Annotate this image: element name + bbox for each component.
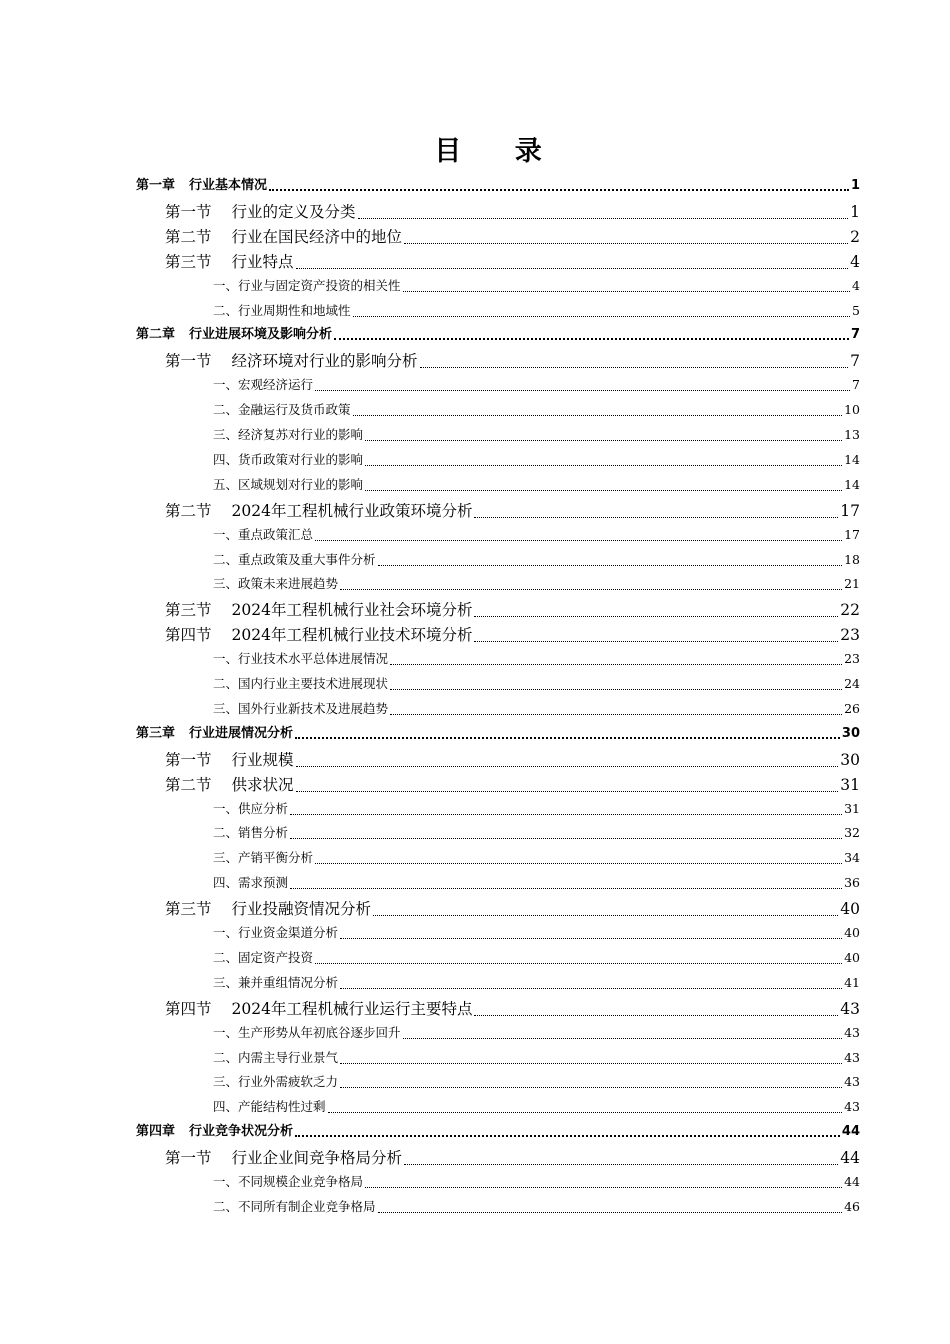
toc-entry-text: 一、供应分析 — [213, 800, 289, 816]
toc-entry-number: 第四章 — [136, 1124, 176, 1140]
toc-leader-dots — [315, 539, 842, 541]
toc-leader-dots — [296, 765, 839, 767]
toc-entry-item[interactable] — [213, 1196, 860, 1218]
toc-entry-section[interactable] — [165, 250, 860, 274]
toc-entry-number: 第一节 — [165, 1149, 212, 1168]
toc-entry-number: 第四节 — [165, 999, 212, 1018]
toc-entry-number: 第二章 — [136, 327, 176, 343]
toc-page-number: 4 — [852, 277, 860, 293]
toc-leader-dots — [365, 1186, 842, 1188]
toc-entry-text: 经济环境对行业的影响分析 — [231, 352, 418, 371]
toc-entry-text: 二、重点政策及重大事件分析 — [213, 551, 376, 567]
toc-entry-text: 二、固定资产投资 — [213, 949, 314, 965]
toc-leader-dots — [373, 914, 838, 916]
toc-entry-label — [213, 549, 376, 571]
toc-leader-dots — [295, 736, 840, 739]
toc-leader-dots — [340, 1062, 842, 1064]
toc-leader-dots — [404, 1163, 838, 1165]
toc-entry-number: 第二节 — [165, 227, 212, 246]
toc-page-number: 40 — [844, 949, 860, 965]
toc-entry-text: 二、内需主导行业景气 — [213, 1049, 339, 1065]
toc-page-number: 18 — [844, 551, 860, 567]
toc-entry-section[interactable] — [165, 598, 860, 622]
toc-leader-dots — [334, 337, 849, 340]
toc-entry-text: 行业在国民经济中的地位 — [231, 227, 403, 246]
toc-entry-text: 行业基本情况 — [189, 178, 268, 193]
toc-leader-dots — [365, 439, 842, 441]
toc-page-number: 36 — [844, 875, 860, 891]
toc-entry-section[interactable] — [165, 1146, 860, 1170]
toc-entry-label — [213, 648, 388, 670]
toc-entry-label — [136, 324, 332, 346]
toc-page-number: 1 — [850, 202, 860, 221]
toc-entry-number: 第二节 — [165, 775, 212, 794]
toc-entry-text: 2024年工程机械行业技术环境分析 — [231, 626, 473, 645]
toc-entry-text: 四、产能结构性过剩 — [213, 1099, 326, 1115]
toc-entry-section[interactable] — [165, 225, 860, 249]
toc-page-number: 31 — [844, 800, 860, 816]
toc-entry-label — [165, 250, 294, 274]
toc-leader-dots — [358, 217, 849, 219]
toc-entry-item[interactable] — [213, 1047, 860, 1069]
toc-entry-text: 一、行业资金渠道分析 — [213, 925, 339, 940]
toc-entry-label — [213, 399, 351, 421]
toc-leader-dots — [340, 937, 842, 939]
toc-leader-dots — [390, 713, 842, 715]
toc-page-number: 1 — [850, 178, 860, 193]
toc-entry-text: 三、经济复苏对行业的影响 — [213, 427, 364, 442]
toc-leader-dots — [295, 1134, 840, 1137]
toc-entry-text: 一、重点政策汇总 — [213, 526, 314, 542]
toc-entry-item[interactable] — [213, 798, 860, 820]
toc-entry-item[interactable] — [213, 573, 860, 595]
toc-entry-number: 第三节 — [165, 601, 212, 620]
toc-page-number: 21 — [844, 576, 860, 592]
toc-page-number: 5 — [852, 302, 860, 318]
toc-entry-label — [213, 698, 388, 720]
toc-entry-number: 第三节 — [165, 252, 212, 271]
toc-entry-number: 第一章 — [136, 178, 176, 193]
toc-page-number: 46 — [844, 1198, 860, 1214]
toc-page-number: 32 — [844, 825, 860, 841]
toc-entry-item[interactable] — [213, 474, 860, 496]
toc-leader-dots — [378, 564, 843, 566]
toc-entry-item[interactable] — [213, 698, 860, 720]
toc-page-number: 41 — [844, 974, 860, 990]
toc-entry-item[interactable] — [213, 872, 860, 894]
toc-entry-text: 一、行业与固定资产投资的相关性 — [213, 277, 401, 293]
toc-entry-label — [213, 847, 313, 869]
toc-entry-item[interactable] — [213, 449, 860, 471]
toc-entry-text: 四、货币政策对行业的影响 — [213, 451, 364, 467]
toc-entry-text: 行业的定义及分类 — [231, 202, 356, 221]
toc-entry-label — [213, 374, 313, 396]
toc-page-number: 43 — [840, 999, 860, 1018]
toc-entry-text: 四、需求预测 — [213, 875, 289, 891]
toc-entry-label — [213, 872, 288, 894]
toc-entry-text: 行业进展环境及影响分析 — [189, 327, 333, 343]
toc-entry-text: 三、政策未来进展趋势 — [213, 576, 339, 592]
toc-entry-text: 二、金融运行及货币政策 — [213, 402, 351, 418]
toc-entry-item[interactable] — [213, 822, 860, 844]
toc-leader-dots — [353, 414, 843, 416]
toc-page-number: 40 — [844, 925, 860, 940]
toc-page-number: 23 — [840, 626, 860, 645]
toc-page-number: 30 — [840, 750, 860, 769]
toc-entry-text: 二、国内行业主要技术进展现状 — [213, 676, 389, 691]
toc-entry-number: 第一节 — [165, 202, 212, 221]
toc-entry-text: 行业企业间竞争格局分析 — [231, 1149, 403, 1168]
toc-page-number: 7 — [850, 352, 860, 371]
toc-entry-item[interactable] — [213, 1096, 860, 1118]
toc-entry-label — [165, 897, 371, 921]
toc-page-number: 2 — [850, 227, 860, 246]
toc-page-number: 7 — [852, 377, 860, 393]
toc-entry-label — [213, 1196, 376, 1218]
toc-leader-dots — [340, 987, 842, 989]
toc-entry-number: 第四节 — [165, 626, 212, 645]
toc-entry-text: 2024年工程机械行业政策环境分析 — [231, 501, 473, 520]
toc-entry-label — [165, 225, 402, 249]
toc-entry-number: 第一节 — [165, 750, 212, 769]
toc-leader-dots — [474, 1014, 838, 1016]
toc-entry-text: 一、行业技术水平总体进展情况 — [213, 651, 389, 667]
toc-page-number: 17 — [840, 501, 860, 520]
toc-entry-label — [213, 1171, 363, 1193]
toc-page-number: 43 — [844, 1074, 860, 1090]
toc-entry-label — [213, 300, 351, 322]
toc-entry-label — [213, 449, 363, 471]
toc-entry-text: 二、销售分析 — [213, 825, 289, 841]
toc-page-number: 44 — [844, 1174, 860, 1189]
toc-entry-item[interactable] — [213, 399, 860, 421]
toc-leader-dots — [404, 242, 848, 244]
toc-entry-label — [165, 499, 472, 523]
toc-leader-dots — [403, 290, 851, 292]
toc-page-number: 13 — [844, 427, 860, 442]
toc-entry-label — [165, 349, 418, 373]
toc-entry-chapter[interactable] — [136, 1121, 860, 1143]
toc-entry-section[interactable] — [165, 623, 860, 647]
toc-title: 目 录 — [434, 136, 564, 167]
toc-entry-label — [165, 1146, 402, 1170]
toc-page-number: 31 — [840, 775, 860, 794]
toc-page-number: 17 — [844, 526, 860, 542]
toc-entry-item[interactable] — [213, 275, 860, 297]
toc-leader-dots — [474, 516, 838, 518]
toc-entry-label — [213, 573, 338, 595]
toc-entry-label — [165, 623, 472, 647]
toc-entry-text: 供求状况 — [231, 775, 294, 794]
toc-leader-dots — [403, 1037, 843, 1039]
toc-entry-chapter[interactable] — [136, 175, 860, 197]
toc-entry-label — [165, 748, 294, 772]
toc-entry-label — [136, 1121, 293, 1143]
toc-entry-label — [213, 1047, 338, 1069]
toc-leader-dots — [340, 1086, 842, 1088]
toc-page-number: 43 — [844, 1049, 860, 1065]
toc-entry-text: 一、不同规模企业竞争格局 — [213, 1174, 364, 1189]
toc-page-number: 14 — [844, 476, 860, 492]
toc-page-number: 23 — [844, 651, 860, 667]
toc-entry-label — [213, 798, 288, 820]
toc-page-number: 14 — [844, 451, 860, 467]
toc-entry-item[interactable] — [213, 374, 860, 396]
toc-page-number: 43 — [844, 1024, 860, 1040]
toc-entry-label — [213, 922, 338, 944]
toc-entry-item[interactable] — [213, 922, 860, 944]
toc-entry-item[interactable] — [213, 549, 860, 571]
toc-leader-dots — [390, 688, 842, 690]
toc-leader-dots — [315, 862, 842, 864]
toc-leader-dots — [340, 588, 842, 590]
toc-entry-label — [213, 1022, 401, 1044]
toc-entry-number: 第三章 — [136, 725, 176, 741]
toc-leader-dots — [315, 389, 850, 391]
toc-entry-text: 三、产销平衡分析 — [213, 850, 314, 866]
toc-entry-label — [136, 175, 267, 197]
toc-leader-dots — [290, 813, 842, 815]
toc-leader-dots — [290, 837, 842, 839]
toc-entry-label — [165, 598, 472, 622]
toc-page-number: 44 — [841, 1124, 860, 1140]
toc-entry-label — [213, 822, 288, 844]
toc-entry-label — [165, 997, 472, 1021]
toc-page-number: 34 — [844, 850, 860, 866]
toc-entry-text: 三、国外行业新技术及进展趋势 — [213, 700, 389, 716]
toc-leader-dots — [269, 188, 849, 191]
toc-entry-item[interactable] — [213, 524, 860, 546]
toc-entry-number: 第三节 — [165, 900, 212, 919]
toc-leader-dots — [296, 790, 839, 792]
toc-entry-text: 一、宏观经济运行 — [213, 377, 314, 393]
toc-leader-dots — [328, 1111, 843, 1113]
toc-entry-item[interactable] — [213, 424, 860, 446]
toc-entry-chapter[interactable] — [136, 723, 860, 745]
toc-entry-label — [213, 673, 388, 695]
toc-entry-section[interactable] — [165, 773, 860, 797]
toc-entry-text: 五、区域规划对行业的影响 — [213, 476, 364, 492]
toc-entry-item[interactable] — [213, 947, 860, 969]
toc-leader-dots — [378, 1211, 843, 1213]
toc-leader-dots — [296, 267, 849, 269]
toc-page-number: 30 — [841, 725, 860, 741]
toc-page-number: 10 — [844, 402, 860, 418]
toc-entry-section[interactable] — [165, 499, 860, 523]
toc-leader-dots — [365, 464, 842, 466]
toc-entry-label — [213, 947, 313, 969]
toc-entry-label — [165, 773, 294, 797]
toc-page-number: 43 — [844, 1099, 860, 1115]
toc-entry-number: 第一节 — [165, 352, 212, 371]
toc-entry-label — [213, 474, 363, 496]
toc-entry-item[interactable] — [213, 1022, 860, 1044]
toc-entry-text: 行业进展情况分析 — [189, 725, 294, 741]
toc-entry-label — [213, 1071, 338, 1093]
toc-entry-item[interactable] — [213, 648, 860, 670]
toc-entry-text: 2024年工程机械行业社会环境分析 — [231, 601, 473, 620]
toc-entry-item[interactable] — [213, 1071, 860, 1093]
toc-leader-dots — [474, 615, 838, 617]
toc-leader-dots — [290, 887, 842, 889]
toc-page-number: 4 — [850, 252, 860, 271]
toc-entry-text: 一、生产形势从年初底谷逐步回升 — [213, 1024, 401, 1040]
toc-entry-section[interactable] — [165, 349, 860, 373]
toc-entry-section[interactable] — [165, 200, 860, 224]
toc-entry-section[interactable] — [165, 997, 860, 1021]
toc-entry-label — [213, 275, 401, 297]
toc-page-number: 7 — [850, 327, 860, 343]
toc-leader-dots — [353, 315, 851, 317]
toc-entry-text: 三、行业外需疲软乏力 — [213, 1074, 339, 1090]
toc-entry-text: 二、不同所有制企业竞争格局 — [213, 1198, 376, 1214]
toc-entry-section[interactable] — [165, 897, 860, 921]
toc-leader-dots — [420, 366, 849, 368]
toc-entry-chapter[interactable] — [136, 324, 860, 346]
toc-entry-item[interactable] — [213, 847, 860, 869]
toc-entry-item[interactable] — [213, 972, 860, 994]
toc-entry-item[interactable] — [213, 300, 860, 322]
toc-entry-label — [213, 524, 313, 546]
toc-entry-number: 第二节 — [165, 501, 212, 520]
toc-entry-text: 三、兼并重组情况分析 — [213, 974, 339, 990]
toc-leader-dots — [474, 640, 838, 642]
toc-entry-label — [213, 972, 338, 994]
toc-entry-text: 行业竞争状况分析 — [189, 1124, 294, 1140]
toc-page-number: 26 — [844, 700, 860, 716]
toc-page-number: 44 — [840, 1149, 860, 1168]
toc-page-number: 40 — [840, 900, 860, 919]
toc-page-number: 22 — [840, 601, 860, 620]
toc-leader-dots — [315, 962, 842, 964]
toc-entry-label — [213, 424, 363, 446]
toc-entry-section[interactable] — [165, 748, 860, 772]
toc-entry-text: 行业投融资情况分析 — [231, 900, 372, 919]
toc-leader-dots — [365, 489, 842, 491]
toc-entry-text: 二、行业周期性和地域性 — [213, 302, 351, 318]
toc-leader-dots — [390, 663, 842, 665]
toc-entry-label — [136, 723, 293, 745]
toc-entry-text: 行业规模 — [231, 750, 294, 769]
toc-entry-text: 行业特点 — [231, 252, 294, 271]
toc-entry-label — [165, 200, 356, 224]
toc-entry-item[interactable] — [213, 673, 860, 695]
toc-entry-item[interactable] — [213, 1171, 860, 1193]
toc-entry-label — [213, 1096, 326, 1118]
toc-page-number: 24 — [844, 676, 860, 691]
toc-entry-text: 2024年工程机械行业运行主要特点 — [231, 999, 473, 1018]
